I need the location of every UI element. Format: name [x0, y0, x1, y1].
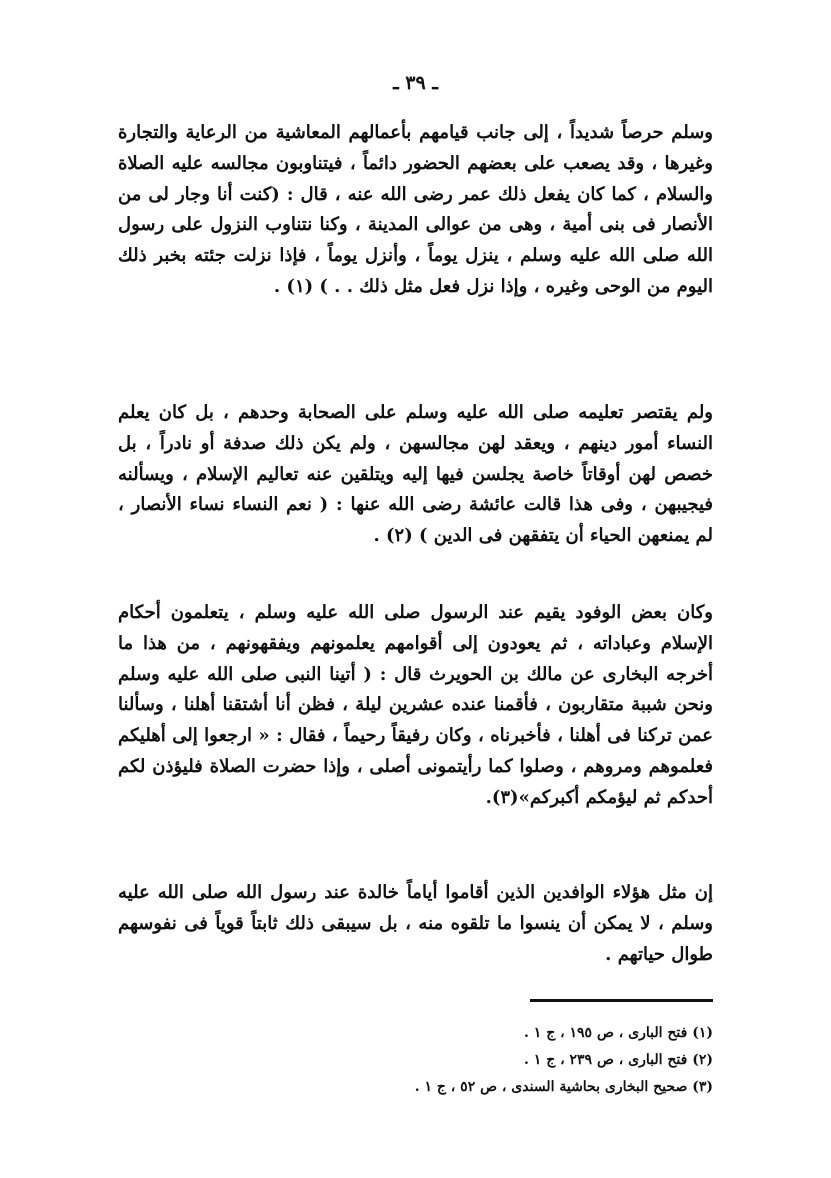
paragraph-text: إن مثل هؤلاء الوافدين الذين أقاموا أياماً خالدة عند رسول الله صلى الله عليه وسلم ، لا يمكن أن ينسوا ما تلقوه منه ، بل سيبقى ذلك ثابتاً قوياً فى نفوسهم طوال حياتهم . [118, 882, 713, 965]
paragraph-text: ولم يقتصر تعليمه صلى الله عليه وسلم على الصحابة وحدهم ، بل كان يعلم النساء أمور دينهم ، ويعقد لهن مجالسهن ، ولم يكن ذلك صدفة أو نادراً ، بل خصص لهن أوقاتاً خاصة يجلسن فيها إليه ويتلقين عنه تعاليم الإسلام ، ويسألنه فيجيبهن ، وفى هذا قالت عائشة رضى الله عنها : ( نعم النساء نساء الأنصار ، لم يمنعهن الحياء أن يتفقهن فى الدين ) (٢) . [118, 402, 713, 547]
footnote-1: (١) فتح البارى ، ص ١٩٥ ، ج ١ . [524, 1025, 713, 1041]
paragraph-3 [118, 598, 713, 814]
footnotes [300, 1020, 713, 1101]
paragraph-text: وسلم حرصاً شديداً ، إلى جانب قيامهم بأعمالهم المعاشية من الرعاية والتجارة وغيرها ، وقد يصعب على بعضهم الحضور دائماً ، فيتناوبون مجالسه عليه الصلاة والسلام ، كما كان يفعل ذلك عمر رضى الله عنه ، قال : (كنت أنا وجار لى من الأنصار فى بنى أمية ، وهى من عوالى المدينة ، وكنا نتناوب النزول على رسول الله صلى الله عليه وسلم ، ينزل يوماً ، وأنزل يوماً ، فإذا نزلت جئته بخبر ذلك اليوم من الوحى وغيره ، وإذا نزل فعل مثل ذلك . . ) (١) . [118, 122, 713, 297]
footnote-divider [530, 999, 713, 1002]
footnote-2: (٢) فتح البارى ، ص ٢٣٩ ، ج ١ . [524, 1052, 713, 1068]
paragraph-1 [118, 118, 713, 303]
paragraph-text: وكان بعض الوفود يقيم عند الرسول صلى الله عليه وسلم ، يتعلمون أحكام الإسلام وعباداته ، ثم يعودون إلى أقوامهم يعلمونهم ويفقهونهم ، من هذا ما أخرجه البخارى عن مالك بن الحويرث قال : ( أتينا النبى صلى الله عليه وسلم ونحن شببة متقاربون ، فأقمنا عنده عشرين ليلة ، فظن أنا أشتقنا أهلنا ، وسألنا عمن تركنا فى أهلنا ، فأخبرناه ، وكان رفيقاً رحيماً ، فقال : « ارجعوا إلى أهليكم فعلموهم ومروهم ، وصلوا كما رأيتمونى أصلى ، وإذا حضرت الصلاة فليؤذن لكم أحدكم ثم ليؤمكم أكبركم»(٣). [118, 602, 713, 808]
paragraph-2 [118, 398, 713, 552]
footnote-3: (٣) صحيح البخارى بحاشية السندى ، ص ٥٢ ، ج ١ . [414, 1079, 713, 1095]
page-number: ـ ٣٩ ـ [393, 72, 438, 94]
paragraph-4 [118, 878, 713, 970]
